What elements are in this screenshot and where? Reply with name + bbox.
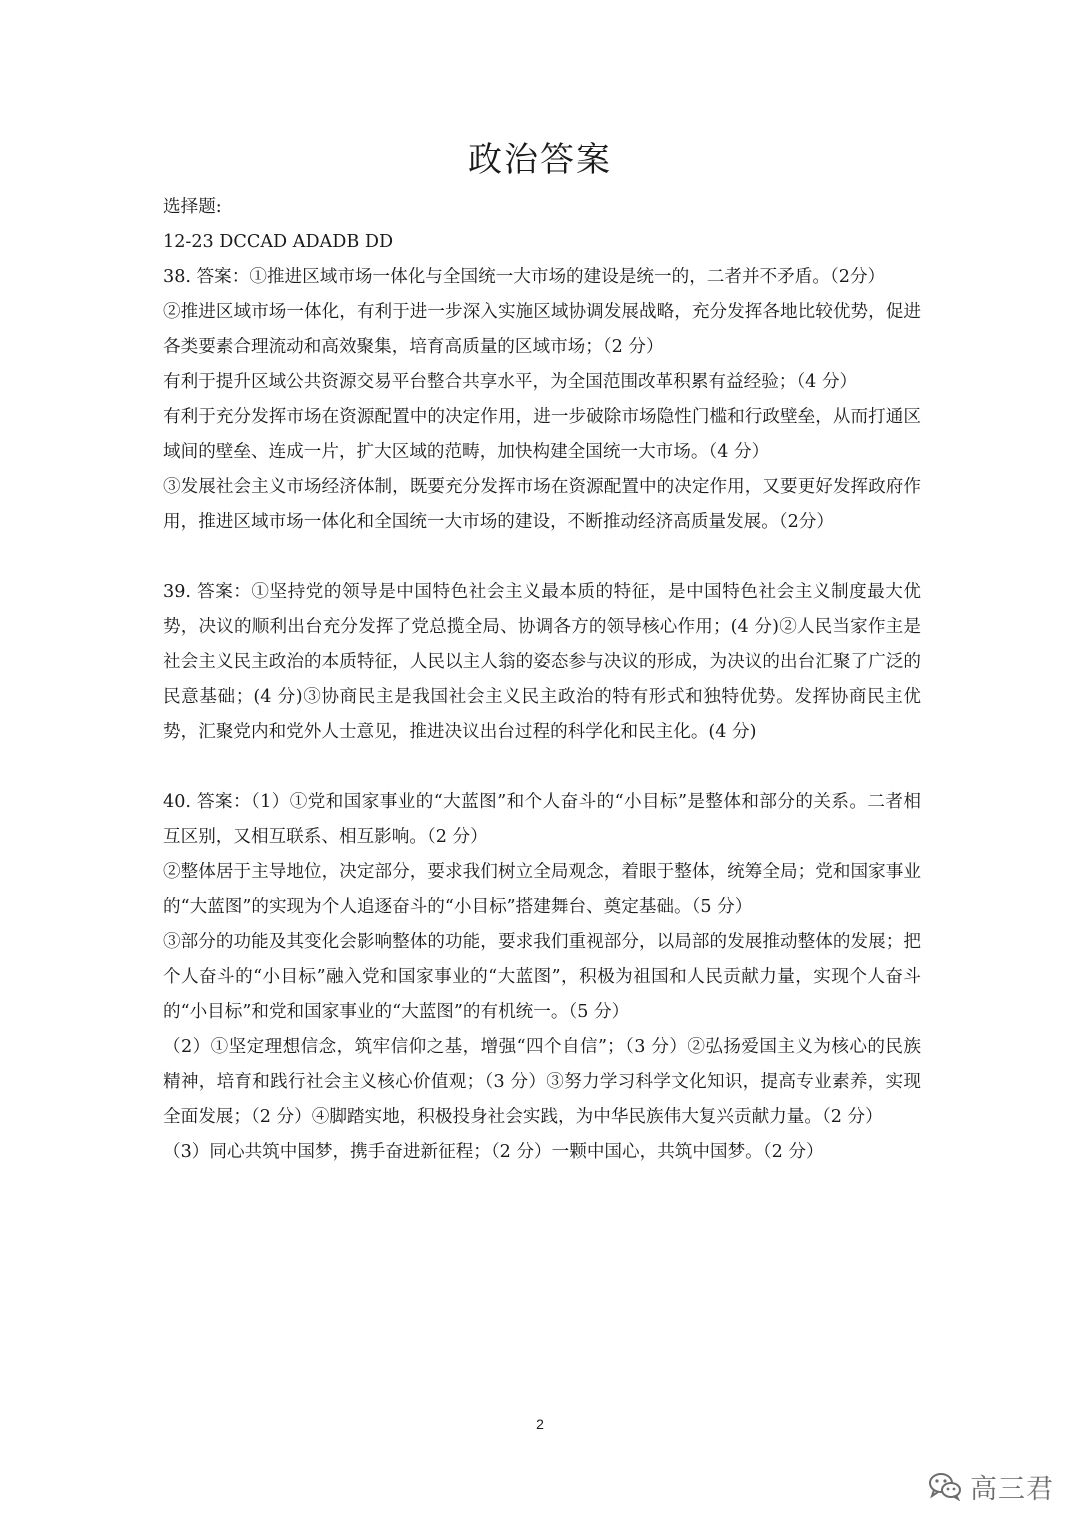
section-label: 选择题: <box>163 197 222 217</box>
choice-answers: 12-23 DCCAD ADADB DD <box>163 232 394 252</box>
watermark <box>928 1466 1054 1506</box>
answer-40-part-1-point-1: 40. 答案：（1）①党和国家事业的“大蓝图”和个人奋斗的“小目标”是整体和部分的关系。二者相互区别，又相互联系、相互影响。（2 分） <box>163 792 921 847</box>
answer-40-part-3: （3）同心共筑中国梦，携手奋进新征程；（2 分）一颗中国心，共筑中国梦。（2 分） <box>163 1142 824 1162</box>
page-number: 2 <box>536 1416 544 1432</box>
answer-content <box>163 190 921 1170</box>
answer-40-part-1-point-2: ②整体居于主导地位，决定部分，要求我们树立全局观念，着眼于整体，统筹全局；党和国家事业的“大蓝图”的实现为个人追逐奋斗的“小目标”搭建舞台、奠定基础。（5 分） <box>163 862 921 917</box>
answer-38-point-2b: 有利于提升区域公共资源交易平台整合共享水平，为全国范围改革积累有益经验；（4 分） <box>163 372 858 392</box>
answer-38-point-1: 38. 答案：①推进区域市场一体化与全国统一大市场的建设是统一的，二者并不矛盾。（2分） <box>163 267 886 287</box>
answer-38-point-3: ③发展社会主义市场经济体制，既要充分发挥市场在资源配置中的决定作用，又要更好发挥政府作用，推进区域市场一体化和全国统一大市场的建设，不断推动经济高质量发展。（2分） <box>163 477 921 532</box>
wechat-icon <box>928 1471 962 1501</box>
page-title: 政治答案 <box>468 140 612 180</box>
answer-38-point-2: ②推进区域市场一体化，有利于进一步深入实施区域协调发展战略，充分发挥各地比较优势，促进各类要素合理流动和高效聚集，培育高质量的区域市场；（2 分） <box>163 302 921 357</box>
answer-38-point-2c: 有利于充分发挥市场在资源配置中的决定作用，进一步破除市场隐性门槛和行政壁垒，从而打通区域间的壁垒、连成一片，扩大区域的范畴，加快构建全国统一大市场。（4 分） <box>163 407 921 462</box>
answer-40-part-1-point-3: ③部分的功能及其变化会影响整体的功能，要求我们重视部分，以局部的发展推动整体的发展；把个人奋斗的“小目标”融入党和国家事业的“大蓝图”，积极为祖国和人民贡献力量，实现个人奋斗的“小目标”和党和国家事业的“大蓝图”的有机统一。（5 分） <box>163 932 921 1022</box>
watermark-text: 高三君 <box>970 1473 1054 1505</box>
answer-40-part-2: （2）①坚定理想信念，筑牢信仰之基，增强“四个自信”；（3 分）②弘扬爱国主义为核心的民族精神，培育和践行社会主义核心价值观；（3 分）③努力学习科学文化知识，提高专业素养，实现全面发展；（2 分）④脚踏实地，积极投身社会实践，为中华民族伟大复兴贡献力量。（2 分） <box>163 1037 921 1127</box>
answer-39: 39. 答案：①坚持党的领导是中国特色社会主义最本质的特征，是中国特色社会主义制度最大优势，决议的顺利出台充分发挥了党总揽全局、协调各方的领导核心作用；(4 分)②人民当家作主是社会主义民主政治的本质特征，人民以主人翁的姿态参与决议的形成，为决议的出台汇聚了广泛的民意基础；(4 分)③协商民主是我国社会主义民主政治的特有形式和独特优势。发挥协商民主优势，汇聚党内和党外人士意见，推进决议出台过程的科学化和民主化。(4 分) <box>163 582 921 742</box>
